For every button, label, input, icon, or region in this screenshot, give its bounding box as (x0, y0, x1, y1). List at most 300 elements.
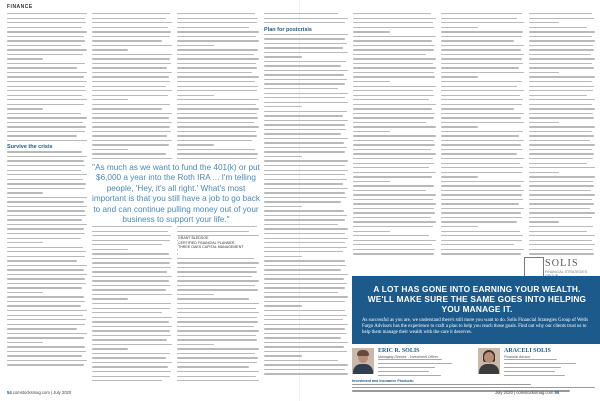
text-line (529, 190, 591, 191)
text-line (264, 373, 348, 374)
text-line (441, 235, 523, 236)
text-line (529, 72, 559, 73)
text-line (264, 115, 343, 116)
text-line (529, 122, 559, 123)
text-line (441, 185, 521, 186)
text-line (264, 315, 347, 316)
text-line (264, 260, 345, 261)
text-line (441, 217, 522, 218)
text-line (353, 54, 426, 55)
text-line (7, 156, 87, 157)
text-line (264, 34, 348, 35)
left-folio (7, 390, 71, 395)
text-line (529, 113, 593, 114)
text-line (92, 153, 166, 154)
text-line (7, 342, 43, 343)
text-line (264, 13, 338, 14)
text-line (264, 65, 341, 66)
text-line (177, 294, 214, 295)
text-line (7, 206, 87, 207)
advisor-contact-details (504, 359, 596, 378)
text-column-7 (529, 13, 595, 259)
text-column-6 (441, 13, 524, 259)
text-line (177, 113, 257, 114)
text-line (92, 144, 169, 145)
text-line (353, 181, 390, 182)
text-line (264, 274, 348, 275)
text-line (441, 240, 522, 241)
text-line (7, 333, 87, 334)
text-line (353, 135, 436, 136)
text-line (441, 221, 517, 222)
text-line (177, 339, 257, 340)
text-line (7, 13, 87, 14)
text-line (177, 276, 252, 277)
text-line (264, 52, 348, 53)
text-line (264, 238, 348, 239)
quote-author-company: THREE OAKS CAPITAL MANAGEMENT (178, 245, 244, 250)
ad-headline: A LOT HAS GONE INTO EARNING YOUR WEALTH. WE'LL MAKE SURE THE SAME GOES INTO HELPING YOU MANAGE IT. (367, 284, 587, 315)
text-line (441, 172, 522, 173)
logo-wordmark: SOLIS (545, 258, 579, 269)
text-line (353, 185, 434, 186)
text-line (353, 221, 436, 222)
text-line (177, 357, 258, 358)
advisor-photo (478, 348, 500, 374)
text-line (529, 231, 587, 232)
text-line (92, 285, 170, 286)
text-line (353, 27, 434, 28)
text-line (264, 111, 347, 112)
text-line (7, 183, 86, 184)
text-line (529, 126, 595, 127)
text-line (441, 167, 523, 168)
text-line (92, 262, 170, 263)
text-line (264, 201, 341, 202)
text-line (7, 337, 84, 338)
text-line (264, 242, 345, 243)
text-line (264, 61, 346, 62)
text-line (264, 351, 347, 352)
text-line (7, 122, 83, 123)
text-line (441, 63, 523, 64)
text-line (353, 167, 429, 168)
text-line (92, 348, 128, 349)
text-line (7, 210, 85, 211)
text-line (92, 335, 171, 336)
text-line (529, 18, 594, 19)
text-line (177, 158, 257, 159)
text-line (441, 194, 522, 195)
text-line (441, 212, 521, 213)
logo-tagline: FINANCIAL STRATEGIES (545, 270, 588, 274)
text-line (264, 265, 346, 266)
text-line (264, 256, 302, 257)
right-folio (495, 390, 559, 395)
text-line (353, 140, 434, 141)
ad-disclosure (352, 377, 600, 394)
text-line (177, 149, 255, 150)
text-line (92, 86, 166, 87)
ad-body-text: As successful as you are, we understand there's still more you want to do. Solis Financial Strategies Group of Wells Fargo Advisors has the experience to craft a plan to help you reach those goals. Find out why our clients trust us to help them manage their wealth with the care it deserves. (362, 318, 589, 336)
text-line (441, 122, 524, 123)
text-line (264, 22, 345, 23)
text-line (353, 199, 433, 200)
text-line (177, 104, 256, 105)
text-line (7, 40, 85, 41)
text-line (92, 366, 168, 367)
text-line (92, 45, 172, 46)
text-line (264, 88, 338, 89)
text-line (441, 72, 524, 73)
text-line (353, 72, 434, 73)
column-text-lines (7, 13, 87, 141)
text-line (177, 13, 255, 14)
text-line (529, 253, 594, 254)
text-line (353, 149, 431, 150)
text-line (7, 45, 81, 46)
text-line (529, 185, 594, 186)
text-line (441, 126, 478, 127)
column-text-lines (7, 151, 87, 365)
text-line (7, 140, 87, 141)
text-line (264, 93, 348, 94)
text-line (529, 81, 592, 82)
text-line (7, 287, 82, 288)
text-line (264, 328, 345, 329)
text-line (177, 81, 255, 82)
text-line (264, 251, 343, 252)
text-line (264, 197, 346, 198)
text-line (264, 278, 344, 279)
text-line (177, 271, 257, 272)
text-line (441, 244, 514, 245)
text-line (441, 176, 478, 177)
text-line (92, 117, 169, 118)
text-line (7, 296, 84, 297)
text-line (92, 90, 172, 91)
text-line (529, 117, 594, 118)
text-line (441, 131, 523, 132)
text-line (529, 244, 595, 245)
text-line (7, 27, 82, 28)
text-line (353, 45, 435, 46)
text-line (441, 13, 522, 14)
text-line (92, 330, 170, 331)
text-line (529, 49, 594, 50)
text-line (264, 210, 344, 211)
text-line (92, 76, 169, 77)
text-line (353, 36, 436, 37)
text-line (264, 296, 348, 297)
text-line (177, 298, 249, 299)
text-line (92, 258, 172, 259)
text-line (264, 165, 345, 166)
text-line (92, 54, 172, 55)
text-line (264, 142, 344, 143)
text-line (441, 104, 522, 105)
text-line (177, 45, 214, 46)
text-line (177, 58, 259, 59)
text-line (177, 366, 249, 367)
text-line (441, 163, 520, 164)
text-line (264, 138, 348, 139)
text-line (7, 104, 84, 105)
text-line (177, 317, 257, 318)
text-line (353, 172, 436, 173)
text-line (7, 113, 81, 114)
text-line (529, 131, 592, 132)
text-line (7, 18, 85, 19)
text-line (7, 274, 87, 275)
text-line (7, 215, 86, 216)
text-line (177, 36, 256, 37)
text-line (264, 324, 348, 325)
column-text-lines (264, 34, 348, 375)
text-line (529, 45, 593, 46)
text-line (7, 170, 81, 171)
text-line (7, 117, 87, 118)
text-line (264, 106, 302, 107)
text-line (177, 262, 259, 263)
text-line (7, 224, 87, 225)
text-line (353, 226, 433, 227)
text-line (7, 90, 86, 91)
text-line (441, 190, 524, 191)
text-line (92, 108, 162, 109)
text-line (7, 86, 85, 87)
text-line (353, 163, 434, 164)
text-line (353, 58, 436, 59)
text-line (92, 362, 172, 363)
text-line (92, 140, 172, 141)
text-line (7, 283, 86, 284)
text-line (353, 113, 435, 114)
text-line (7, 301, 85, 302)
text-line (441, 113, 524, 114)
text-line (353, 131, 390, 132)
text-line (92, 235, 171, 236)
text-line (7, 22, 86, 23)
text-line (264, 147, 347, 148)
text-line (353, 63, 433, 64)
text-line (92, 371, 171, 372)
text-line (353, 153, 436, 154)
text-line (264, 233, 345, 234)
text-line (177, 86, 258, 87)
text-line (7, 126, 86, 127)
text-line (7, 58, 43, 59)
text-line (177, 144, 214, 145)
advisor-name: ERIC R. SOLIS (378, 348, 420, 354)
solis-logo (524, 257, 594, 277)
text-line (353, 18, 436, 19)
subheading-postcrisis: Plan for postcrisis (264, 26, 312, 33)
text-line (264, 83, 345, 84)
text-line (92, 289, 166, 290)
text-line (7, 201, 84, 202)
text-line (177, 289, 258, 290)
text-line (7, 233, 85, 234)
text-line (92, 339, 167, 340)
text-line (92, 22, 172, 23)
text-line (264, 346, 344, 347)
text-line (441, 36, 522, 37)
text-line (177, 27, 249, 28)
text-line (7, 328, 77, 329)
text-line (177, 348, 259, 349)
pull-quote-text: "As much as we want to fund the 401(k) or put $6,000 a year into the Roth IRA ... I'm telling people, 'Hey, it's all right.' What's most important is that you still have a job to go back to and can continue pulling money out of your business to support your life." (92, 163, 260, 225)
advisor-name: ARACELI SOLIS (504, 348, 551, 354)
text-line (441, 149, 522, 150)
text-line (92, 104, 170, 105)
text-line (441, 67, 519, 68)
text-line (353, 203, 436, 204)
text-line (177, 344, 214, 345)
text-line (264, 120, 348, 121)
text-line (264, 224, 338, 225)
text-line (177, 135, 257, 136)
text-line (7, 360, 87, 361)
text-line (529, 149, 592, 150)
right-page-number: 55 (554, 390, 560, 395)
text-line (7, 54, 83, 55)
text-line (353, 81, 390, 82)
text-line (177, 280, 259, 281)
text-line (7, 31, 87, 32)
text-line (529, 67, 594, 68)
text-line (92, 27, 168, 28)
section-tag: FINANCE (7, 4, 33, 10)
text-line (7, 269, 84, 270)
text-line (529, 99, 595, 100)
text-line (92, 63, 171, 64)
column-text-lines (264, 13, 348, 23)
advisor-title: Financial Advisor (504, 355, 531, 359)
text-line (529, 163, 587, 164)
text-line (7, 131, 85, 132)
advisor-photo (352, 348, 374, 374)
text-line (353, 176, 432, 177)
text-line (7, 63, 85, 64)
text-line (353, 117, 434, 118)
text-line (264, 79, 347, 80)
text-line (529, 181, 593, 182)
text-line (7, 242, 43, 243)
text-line (7, 319, 86, 320)
text-line (529, 208, 590, 209)
text-line (529, 40, 595, 41)
text-line (264, 333, 346, 334)
text-line (92, 13, 170, 14)
text-line (441, 86, 517, 87)
text-line (92, 226, 172, 227)
text-line (353, 126, 436, 127)
text-line (353, 104, 436, 105)
text-line (7, 72, 87, 73)
text-line (177, 376, 256, 377)
text-line (529, 217, 592, 218)
text-line (529, 194, 595, 195)
text-line (264, 206, 302, 207)
text-line (264, 360, 338, 361)
text-line (441, 40, 514, 41)
text-line (529, 199, 592, 200)
text-line (92, 344, 172, 345)
text-line (264, 97, 345, 98)
text-line (264, 129, 346, 130)
text-line (7, 67, 77, 68)
text-line (353, 249, 435, 250)
text-line (92, 122, 172, 123)
text-line (177, 335, 256, 336)
text-line (7, 151, 82, 152)
text-line (7, 81, 87, 82)
text-line (441, 117, 521, 118)
text-line (7, 108, 43, 109)
text-line (441, 203, 519, 204)
text-line (92, 317, 172, 318)
text-line (264, 228, 348, 229)
text-line (177, 371, 259, 372)
text-line (7, 256, 85, 257)
text-line (7, 292, 43, 293)
text-line (92, 18, 166, 19)
left-page-number: 54 (7, 390, 12, 395)
text-line (177, 321, 258, 322)
text-line (529, 13, 592, 14)
text-line (441, 99, 523, 100)
text-line (264, 124, 345, 125)
text-line (353, 40, 432, 41)
text-line (264, 102, 348, 103)
text-line (177, 131, 256, 132)
text-line (264, 170, 348, 171)
text-line (92, 31, 171, 32)
text-line (529, 31, 595, 32)
column-text-lines (441, 13, 524, 255)
text-line (92, 149, 128, 150)
text-line (353, 144, 435, 145)
text-line (529, 76, 595, 77)
text-line (529, 158, 593, 159)
text-line (7, 364, 84, 365)
text-line (441, 253, 521, 254)
text-line (92, 294, 172, 295)
text-line (264, 133, 341, 134)
text-line (7, 160, 84, 161)
text-line (177, 49, 258, 50)
text-line (264, 179, 347, 180)
text-line (92, 126, 170, 127)
advertisement (352, 260, 600, 388)
text-line (441, 144, 521, 145)
text-line (353, 99, 429, 100)
right-folio-text: July 2020 | comstocksmag.com (495, 390, 554, 395)
text-line (92, 135, 167, 136)
text-line (529, 144, 595, 145)
text-line (7, 179, 83, 180)
text-line (529, 36, 592, 37)
text-line (264, 342, 348, 343)
text-line (441, 81, 522, 82)
text-line (529, 221, 559, 222)
text-line (92, 131, 171, 132)
text-line (529, 27, 587, 28)
text-line (264, 192, 345, 193)
text-line (177, 326, 254, 327)
ad-banner (352, 276, 600, 344)
